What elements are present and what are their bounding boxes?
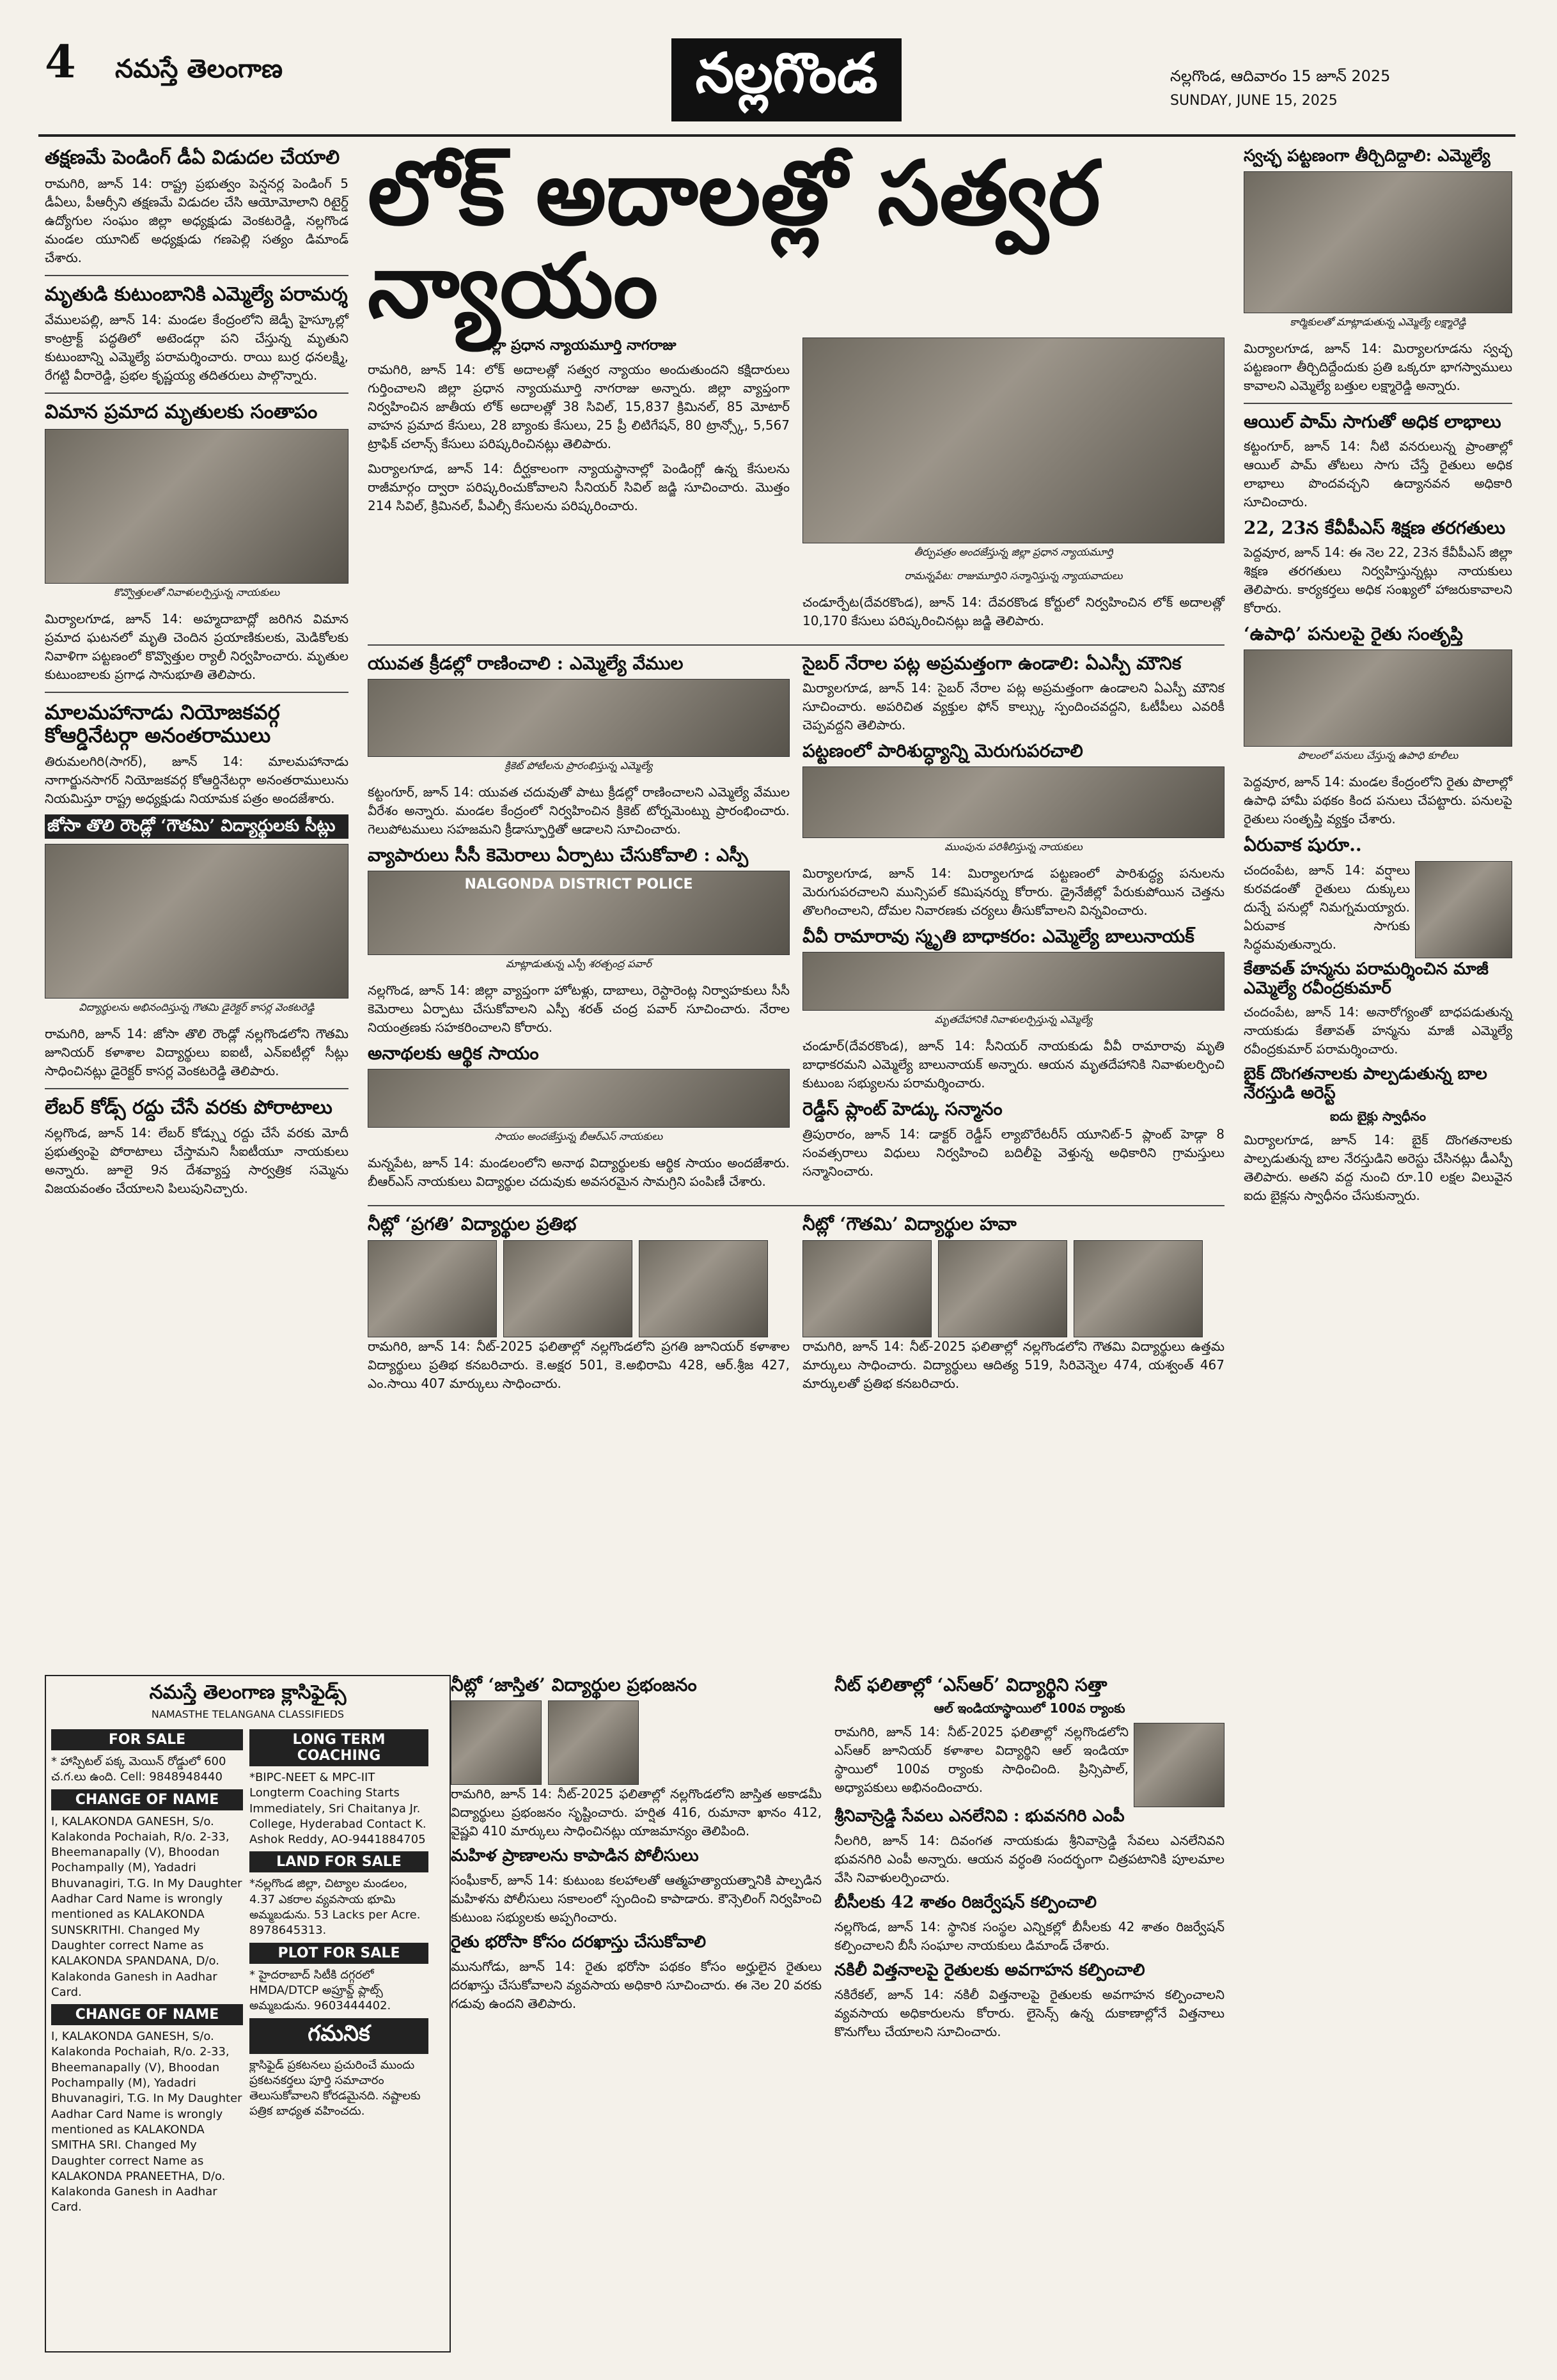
headline: విమాన ప్రమాద మృతులకు సంతాపం (45, 401, 318, 423)
divider (368, 1205, 1224, 1206)
article-body: రామగిరి, జూన్ 14: రాష్ట్ర ప్రభుత్వం పెన్షనర్ల పెండింగ్ 5 డీఏలు, పీఆర్సీని తక్షణమే విడుదల చేసి ఆయోమోలాని రిటైర్డ్ ఉద్యోగుల సంఘం జిల్లా అధ్యక్షుడు వెంకటరెడ్డి, నల్లగొండ మండల యూనిట్ అధ్యక్షుడు గణపెల్లి సత్యం డిమాండ్ చేశారు. (45, 175, 348, 265)
photo-caption: సాయం అందజేస్తున్న బీఆర్ఎస్ నాయకులు (494, 1130, 663, 1143)
subhead: ఆల్ ఇండియాస్థాయిలో 100వ ర్యాంకు (934, 1700, 1125, 1716)
student-photo (802, 1240, 932, 1337)
police-press-photo (368, 871, 790, 955)
left-column (45, 147, 348, 1204)
classifieds-brand-en: NAMASTHE TELANGANA CLASSIFIEDS (151, 1708, 345, 1720)
lower-center (451, 1675, 1224, 2048)
student-photo (503, 1240, 632, 1337)
headline: ఏరువాక షురూ.. (1244, 834, 1362, 856)
date-english: SUNDAY, JUNE 15, 2025 (1170, 93, 1338, 109)
aid-photo (368, 1069, 790, 1128)
notice-head: గమనిక (249, 2018, 428, 2054)
headline: అనాథలకు ఆర్థిక సాయం (368, 1043, 539, 1064)
article-body: చందంపేట, జూన్ 14: వర్షాలు కురవడంతో రైతులు దుక్కులు దున్నే పనుల్లో నిమగ్నమయ్యారు. ఏరువాక సాగుకు సిద్ధమవుతున్నారు. (1244, 862, 1410, 952)
ad-text: *BIPC-NEET & MPC-IIT Longterm Coaching Starts Immediately, Sri Chaitanya Jr. College, Hyderabad Contact K. Ashok Reddy, AO-9441884705 (249, 1771, 426, 1847)
section-head: PLOT FOR SALE (249, 1943, 428, 1964)
date-telugu: నల్లగొండ, ఆదివారం 15 జూన్ 2025 (1170, 67, 1391, 85)
headline: నీట్లో ‘జాస్తిత’ విద్యార్థుల ప్రభంజనం (451, 1674, 697, 1695)
article-body: మిర్యాలగూడ, జూన్ 14: అహ్మదాబాద్లో జరిగిన విమాన ప్రమాద ఘటనలో మృతి చెందిన ప్రయాణికులకు, మెడికోలకు నివాళిగా పట్టణంలో కొవ్వొత్తుల ర్యాలీ నిర్వహించారు. మృతుల కుటుంబాలకు ప్రగాఢ సానుభూతి తెలిపారు. (45, 611, 348, 682)
headline: నీట్లో ‘గౌతమి’ విద్యార్థుల హవా (802, 1213, 1017, 1235)
headline: వీవీ రామారావు స్మృతి బాధాకరం: ఎమ్మెల్యే బాలునాయక్ (802, 926, 1194, 947)
center-column (368, 141, 1224, 1399)
article-body: రామగిరి, జూన్ 14: జోసా తొలి రౌండ్లో నల్లగొండలోని గౌతమి జూనియర్ కళాశాల విద్యార్థులు ఐఐటీ, ఎన్ఐటీల్లో సీట్లు సాధించినట్లు డైరెక్టర్ కాసర్ల వెంకటరెడ్డి తెలిపారు. (45, 1025, 348, 1078)
student-photo (1074, 1240, 1203, 1337)
ploughing-photo (1415, 861, 1512, 958)
headline: స్వచ్ఛ పట్టణంగా తీర్చిదిద్దాలి: ఎమ్మెల్యే (1244, 146, 1490, 166)
photo-caption: కార్మికులతో మాట్లాడుతున్న ఎమ్మెల్యే లక్ష్మారెడ్డి (1290, 315, 1466, 328)
headline: మాలమహానాడు నియోజకవర్గ కోఆర్డినేటర్గా అనంతరాములు (45, 699, 280, 748)
headline: నీట్లో ‘ప్రగతి’ విద్యార్థుల ప్రతిభ (368, 1213, 577, 1235)
article-body: మిర్యాలగూడ, జూన్ 14: మిర్యాలగూడను స్వచ్ఛ పట్టణంగా తీర్చిదిద్దేందుకు ప్రతి ఒక్కరూ భాగస్వాములు కావాలని ఎమ్మెల్యే బత్తుల లక్ష్మారెడ్డి అన్నారు. (1244, 340, 1512, 393)
photo-caption: పొలంలో పనులు చేస్తున్న ఉపాధి కూలీలు (1297, 749, 1459, 762)
divider (1244, 403, 1512, 404)
ad-text: I, KALAKONDA GANESH, S/o. Kalakonda Pochaiah, R/o. 2-33, Bheemanapally (V), Bhoodan Pochampally (M), Yadadri Bhuvanagiri, T.G. In My Daughter Aadhar Card Name is wrongly mentioned as KALAKONDA SUNSKRITHI. Changed My Daughter correct Name as KALAKONDA SPANDANA, D/o. Kalakonda Ganesh in Aadhar Card. (51, 1814, 242, 1999)
police-banner: NALGONDA DISTRICT POLICE (464, 876, 693, 893)
article-body: నకిరేకల్, జూన్ 14: నకిలీ విత్తనాలపై రైతులకు అవగాహన కల్పించాలని వ్యవసాయ అధికారులను కోరారు. లైసెన్స్ ఉన్న దుకాణాల్లోనే విత్తనాలు కొనుగోలు చేయాలని సూచించారు. (834, 1986, 1224, 2039)
headline: నీట్ ఫలితాల్లో ‘ఎస్ఆర్’ విద్యార్థిని సత్తా (834, 1674, 1107, 1695)
headline: బీసీలకు 42 శాతం రిజర్వేషన్ కల్పించాలి (834, 1893, 1097, 1913)
article-body: రామగిరి, జూన్ 14: నీట్-2025 ఫలితాల్లో నల్లగొండలోని ఎస్ఆర్ జూనియర్ కళాశాల విద్యార్థిని ఆల్ ఇండియా స్థాయిలో 100వ ర్యాంకు సాధించింది. ప్రిన్సిపాల్, అధ్యాపకులు అభినందించారు. (834, 1724, 1129, 1796)
article-body: నీలగిరి, జూన్ 14: దివంగత నాయకుడు శ్రీనివాస్రెడ్డి సేవలు ఎనలేనివని భువనగిరి ఎంపీ అన్నారు. ఆయన వర్ధంతి సందర్భంగా చిత్రపటానికి పూలమాల వేసి నివాళులర్పించారు. (834, 1833, 1224, 1886)
article-body: తిరుమలగిరి(సాగర్), జూన్ 14: మాలమహానాడు నాగార్జునసాగర్ నియోజకవర్గ కోఆర్డినేటర్గా అనంతరాములును నియమిస్తూ రాష్ట్ర అధ్యక్షుడు నియామక పత్రం అందజేశారు. (45, 754, 348, 807)
classifieds-brand: నమస్తే తెలంగాణ క్లాసిఫైడ్స్ (149, 1681, 347, 1704)
student-photo (639, 1240, 768, 1337)
page-number: 4 (45, 35, 76, 88)
divider (45, 393, 348, 394)
headline: ‘ఉపాధి’ పనులపై రైతు సంతృప్తి (1244, 623, 1463, 645)
headline: లేబర్ కోడ్స్ రద్దు చేసే వరకు పోరాటాలు (45, 1096, 333, 1119)
ad-text: * హాస్పిటల్ పక్క మెయిన్ రోడ్డులో 600 చ.గ.లు ఉంది. Cell: 9848948440 (51, 1755, 226, 1784)
drain-photo (802, 766, 1224, 838)
divider (368, 644, 1224, 646)
article-body: పెద్దవూర, జూన్ 14: ఈ నెల 22, 23న కేవీపీఎస్ జిల్లా శిక్షణ తరగతులు నిర్వహిస్తున్నట్లు నాయకులు తెలిపారు. కార్యకర్తలు అధిక సంఖ్యలో హాజరుకావాలని కోరారు. (1244, 545, 1512, 616)
headline: 22, 23న కేవీపీఎస్ శిక్షణ తరగతులు (1244, 517, 1506, 539)
headline: శ్రీనివాస్రెడ్డి సేవలు ఎనలేనివి : భువనగిరి ఎంపీ (834, 1807, 1125, 1826)
section-head: LONG TERM COACHING (249, 1729, 428, 1766)
section-head: LAND FOR SALE (249, 1851, 428, 1872)
article-body: కట్టంగూర్, జూన్ 14: యువత చదువుతో పాటు క్రీడల్లో రాణించాలని ఎమ్మెల్యే వేముల వీరేశం అన్నారు. మండల కేంద్రంలో నిర్వహించిన క్రికెట్ టోర్నమెంట్ను ప్రారంభించారు. గెలుపోటములు సహజమని క్రీడాస్ఫూర్తితో ఆడాలని సూచించారు. (368, 784, 790, 837)
article-body: రామగిరి, జూన్ 14: నీట్-2025 ఫలితాల్లో నల్లగొండలోని గౌతమి విద్యార్థులు ఉత్తమ మార్కులు సాధించారు. విద్యార్థులు ఆదిత్య 519, సిరివెన్నెల 474, యశ్వంత్ 467 మార్కులతో ప్రతిభ కనబరిచారు. (802, 1338, 1224, 1391)
lead-headline: లోక్ అదాలత్లో సత్వర న్యాయం (368, 141, 1100, 338)
article-body: వేములపల్లి, జూన్ 14: మండల కేంద్రంలోని జెడ్పీ హైస్కూల్లో కాంట్రాక్ట్ పద్ధతిలో అటెండర్గా పని చేస్తున్న మృతుని కుటుంబాన్ని ఎమ్మెల్యే పరామర్శించారు. రాయి బుర్ర ధనలక్ష్మి, రేగట్టి వీరారెడ్డి, ప్రభల కృష్ణయ్య తదితరులు పాల్గొన్నారు. (45, 312, 348, 383)
article-body: మిర్యాలగూడ, జూన్ 14: మిర్యాలగూడ పట్టణంలో పారిశుద్ధ్య పనులను మెరుగుపరచాలని మున్సిపల్ కమిషనర్ను కోరారు. డ్రైనేజీల్లో పేరుకుపోయిన చెత్తను తొలగించాలని, దోమల నివారణకు చర్యలు తీసుకోవాలని విన్నవించారు. (802, 866, 1224, 919)
students-photo (45, 844, 348, 999)
headline: తక్షణమే పెండింగ్ డీఏ విడుదల చేయాలి (45, 146, 340, 169)
photo-caption: విద్యార్థులను అభినందిస్తున్న గౌతమి డైరెక్టర్ కాసర్ల వెంకటరెడ్డి (79, 1000, 315, 1013)
photo-caption: మృతదేహానికి నివాళులర్పిస్తున్న ఎమ్మెల్యే (934, 1013, 1093, 1026)
ad-text: *నల్లగొండ జిల్లా, చిట్యాల మండలం, 4.37 ఎకరాల వ్యవసాయ భూమి అమ్మబడును. 53 Lacks per Acre. 8978645313. (249, 1877, 421, 1938)
photo-caption: రామన్నపేట: రాజుమూర్తిని సన్మానిస్తున్న న్యాయవాదులు (904, 569, 1123, 582)
section-head: CHANGE OF NAME (51, 1789, 243, 1810)
article-body: సంఘీకార్, జూన్ 14: కుటుంబ కలహాలతో ఆత్మహత్యాయత్నానికి పాల్పడిన మహిళను పోలీసులు సకాలంలో స్పందించి కాపాడారు. కౌన్సెలింగ్ నిర్వహించి కుటుంబ సభ్యులకు అప్పగించారు. (451, 1872, 822, 1925)
article-body: కట్టంగూర్, జూన్ 14: నీటి వనరులున్న ప్రాంతాల్లో ఆయిల్ పామ్ తోటలు సాగు చేస్తే రైతులు అధిక లాభాలు పొందవచ్చని ఉద్యానవన అధికారి సూచించారు. (1244, 439, 1512, 510)
headline: యువత క్రీడల్లో రాణించాలి : ఎమ్మెల్యే వేముల (368, 652, 684, 674)
ad-text: I, KALAKONDA GANESH, S/o. Kalakonda Pochaiah, R/o. 2-33, Bheemanapally (V), Bhoodan Pochampally (M), Yadadri Bhuvanagiri, T.G. In My Daughter Aadhar Card Name is wrongly mentioned as KALAKONDA SMITHA SRI. Changed My Daughter correct Name as KALAKONDA PRANEETHA, D/o. Kalakonda Ganesh in Aadhar Card. (51, 2030, 242, 2214)
lead-subhead: జిల్లా ప్రధాన న్యాయమూర్తి నాగరాజు (481, 337, 677, 354)
article-body: నల్లగొండ, జూన్ 14: జిల్లా వ్యాప్తంగా హోటళ్లు, దాబాలు, రెస్టారెంట్ల నిర్వాహకులు సీసీ కెమెరాలు ఏర్పాటు చేసుకోవాలని ఎస్పీ శరత్ చంద్ర పవార్ సూచించారు. నేరాల నియంత్రణకు సహకరించాలని కోరారు. (368, 983, 790, 1036)
subhead: ఐదు బైక్లు స్వాధీనం (1330, 1108, 1426, 1124)
lok-adalat-photo (802, 338, 1224, 543)
mla-photo (1244, 171, 1512, 313)
headline: జోసా తొలి రౌండ్లో ‘గౌతమి’ విద్యార్థులకు సీట్లు (45, 814, 348, 839)
header-rule (38, 134, 1515, 137)
article-body: మునుగోడు, జూన్ 14: రైతు భరోసా పథకం కోసం అర్హులైన రైతులు దరఖాస్తు చేసుకోవాలని వ్యవసాయ అధికారి సూచించారు. ఈ నెల 20 వరకు గడువు ఉందని తెలిపారు. (451, 1958, 822, 2011)
article-body: మిర్యాలగూడ, జూన్ 14: దీర్ఘకాలంగా న్యాయస్థానాల్లో పెండింగ్లో ఉన్న కేసులను రాజీమార్గం ద్వారా పరిష్కరించుకోవాలని సీనియర్ సివిల్ జడ్జి సూచించారు. మొత్తం 214 సివిల్, క్రిమినల్, పీఎల్సీ కేసులను పరిష్కరించారు. (368, 460, 790, 513)
ad-text: * హైదరాబాద్ సిటీకి దగ్గరలో HMDA/DTCP అప్రూవ్డ్ ప్లాట్స్ అమ్మబడును. 9603444402. (249, 1968, 391, 2013)
student-photo (938, 1240, 1067, 1337)
article-body: నల్లగొండ, జూన్ 14: లేబర్ కోడ్స్ను రద్దు చేసే వరకు మోదీ ప్రభుత్వంపై పోరాటాలు చేస్తామని సీఐటీయూ నాయకులు అన్నారు. జూలై 9న దేశవ్యాప్త సార్వత్రిక సమ్మెను విజయవంతం చేయాలని పిలుపునిచ్చారు. (45, 1125, 348, 1197)
classifieds-box (45, 1675, 451, 2353)
paper-name: నమస్తే తెలంగాణ (115, 54, 283, 84)
student-photo (451, 1700, 542, 1785)
student-photo (1134, 1723, 1224, 1807)
field-work-photo (1244, 649, 1512, 747)
article-body: చండూర్(దేవరకొండ), జూన్ 14: సీనియర్ నాయకుడు వీవీ రామారావు మృతి బాధాకరమని ఎమ్మెల్యే బాలునాయక్ అన్నారు. ఆయన మృతదేహానికి నివాళులర్పించి కుటుంబ సభ్యులను పరామర్శించారు. (802, 1038, 1224, 1091)
article-body: మిర్యాలగూడ, జూన్ 14: సైబర్ నేరాల పట్ల అప్రమత్తంగా ఉండాలని ఏఎస్పీ మౌనిక సూచించారు. అపరిచిత వ్యక్తుల ఫోన్ కాల్స్కు స్పందించవద్దని, ఓటీపీలు ఎవరికీ చెప్పవద్దని తెలిపారు. (802, 680, 1224, 733)
photo-caption: కొవ్వొత్తులతో నివాళులర్పిస్తున్న నాయకులు (113, 586, 280, 598)
cricket-photo (368, 679, 790, 757)
headline: రైతు భరోసా కోసం దరఖాస్తు చేసుకోవాలి (451, 1933, 707, 1952)
article-body: మిర్యాలగూడ, జూన్ 14: బైక్ దొంగతనాలకు పాల్పడుతున్న బాల నేరస్తుడిని అరెస్టు చేసినట్లు డీఎస్పీ తెలిపారు. అతని వద్ద నుంచి రూ.10 లక్షల విలువైన ఐదు బైక్లను స్వాధీనం చేసుకున్నారు. (1244, 1132, 1512, 1204)
divider (45, 692, 348, 693)
article-body: త్రిపురారం, జూన్ 14: డాక్టర్ రెడ్డీస్ ల్యాబొరేటరీస్ యూనిట్-5 ప్లాంట్ హెడ్గా 8 సంవత్సరాలు విధులు నిర్వహించి బదిలీపై వెళ్తున్న అధికారిని గ్రామస్తులు సన్మానించారు. (802, 1126, 1224, 1179)
divider (45, 1088, 348, 1089)
article-body: చందంపేట, జూన్ 14: అనారోగ్యంతో బాధపడుతున్న నాయకుడు కేతావత్ హన్మను మాజీ ఎమ్మెల్యే రవీంద్రకుమార్ పరామర్శించారు. (1244, 1004, 1512, 1057)
headline: మృతుడి కుటుంబానికి ఎమ్మెల్యే పరామర్శ (45, 283, 348, 306)
article-body: రామగిరి, జూన్ 14: లోక్ అదాలత్లో సత్వర న్యాయం అందుతుందని కక్షిదారులు గుర్తించాలని జిల్లా ప్రధాన న్యాయమూర్తి నాగరాజు అన్నారు. జిల్లా వ్యాప్తంగా నిర్వహించిన జాతీయ లోక్ అదాలత్లో 38 సివిల్, 15,837 క్రిమినల్, 85 మోటార్ వాహన ప్రమాద కేసులు, 28 బ్యాంకు కేసులు, 25 ప్రీ లిటిగేషన్, 80 ట్రాన్స్కో, 5,567 ట్రాఫిక్ చలాన్స్ కేసులు పరిష్కరించినట్లు తెలిపారు. (368, 361, 790, 451)
photo-caption: ముంపును పరిశీలిస్తున్న నాయకులు (944, 841, 1083, 853)
photo-caption: క్రికెట్ పోటీలను ప్రారంభిస్తున్న ఎమ్మెల్యే (505, 759, 653, 772)
student-photo (548, 1700, 639, 1785)
article-body: పెద్దవూర, జూన్ 14: మండల కేంద్రంలోని రైతు పొలాల్లో ఉపాధి హామీ పథకం కింద పనులు చేపట్టారు. పనులపై రైతులు సంతృప్తి వ్యక్తం చేశారు. (1244, 774, 1512, 827)
article-body: చండూర్పేట(దేవరకొండ), జూన్ 14: దేవరకొండ కోర్టులో నిర్వహించిన లోక్ అదాలత్లో 10,170 కేసులు పరిష్కరించినట్లు జడ్జి తెలిపారు. (802, 594, 1224, 628)
headline: రెడ్డీస్ ప్లాంట్ హెడ్కు సన్మానం (802, 1098, 1003, 1120)
section-head: CHANGE OF NAME (51, 2004, 243, 2025)
headline: వ్యాపారులు సీసీ కెమెరాలు ఏర్పాటు చేసుకోవాలి : ఎస్పీ (368, 844, 749, 866)
photo-caption: మాట్లాడుతున్న ఎస్పీ శరత్చంద్ర పవార్ (505, 958, 652, 970)
headline: సైబర్ నేరాల పట్ల అప్రమత్తంగా ఉండాలి: ఏఎస్పీ మౌనిక (802, 652, 1182, 674)
article-body: రామగిరి, జూన్ 14: నీట్-2025 ఫలితాల్లో నల్లగొండలోని జాస్తిత అకాడమీ విద్యార్థులు ప్రభంజనం సృష్టించారు. హర్షిత 416, రుమానా ఖానం 412, వైష్ణవి 410 మార్కులు సాధించినట్లు యాజమాన్యం తెలిపింది. (451, 1786, 822, 1839)
section-head: FOR SALE (51, 1729, 243, 1750)
article-body: మన్నపేట, జూన్ 14: మండలంలోని అనాథ విద్యార్థులకు ఆర్థిక సాయం అందజేశారు. బీఆర్ఎస్ నాయకులు విద్యార్థుల చదువుకు అవసరమైన సామగ్రిని పంపిణీ చేశారు. (368, 1155, 790, 1190)
tribute-photo (802, 952, 1224, 1011)
headline: కేతావత్ హన్మను పరామర్శించిన మాజీ ఎమ్మెల్యే రవీంద్రకుమార్ (1244, 959, 1489, 998)
headline: బైక్ దొంగతనాలకు పాల్పడుతున్న బాల నేరస్తుడి అరెస్ట్ (1244, 1064, 1487, 1103)
student-photo (368, 1240, 497, 1337)
notice-text: క్లాసిఫైడ్ ప్రకటనలు ప్రచురించే ముందు ప్రకటనకర్తలు పూర్తి సమాచారం తెలుసుకోవాలని కోరడమైనది. నష్టాలకు పత్రిక బాధ్యత వహించదు. (249, 2058, 421, 2119)
headline: ఆయిల్ పామ్ సాగుతో అధిక లాభాలు (1244, 410, 1501, 432)
headline: పట్టణంలో పారిశుద్ధ్యాన్ని మెరుగుపరచాలి (802, 740, 1083, 761)
divider (45, 275, 348, 276)
article-body: నల్లగొండ, జూన్ 14: స్థానిక సంస్థల ఎన్నికల్లో బీసీలకు 42 శాతం రిజర్వేషన్ కల్పించాలని బీసీ సంఘాల నాయకులు డిమాండ్ చేశారు. (834, 1918, 1224, 1953)
right-column (1244, 147, 1512, 1211)
article-body: రామగిరి, జూన్ 14: నీట్-2025 ఫలితాల్లో నల్లగొండలోని ప్రగతి జూనియర్ కళాశాల విద్యార్థులు ప్రతిభ కనబరిచారు. కె.అక్షర 501, కె.అభిరామి 428, ఆర్.శ్రీజ 427, ఎం.సాయి 407 మార్కులు సాధించారు. (368, 1338, 790, 1391)
edition-masthead: నల్లగొండ (671, 38, 902, 121)
headline: నకిలీ విత్తనాలపై రైతులకు అవగాహన కల్పించాలి (834, 1960, 1145, 1980)
candlelight-photo (45, 429, 348, 584)
photo-caption: తీర్పుపత్రం అందజేస్తున్న జిల్లా ప్రధాన న్యాయమూర్తి (914, 545, 1113, 558)
headline: మహిళ ప్రాణాలను కాపాడిన పోలీసులు (451, 1846, 699, 1866)
